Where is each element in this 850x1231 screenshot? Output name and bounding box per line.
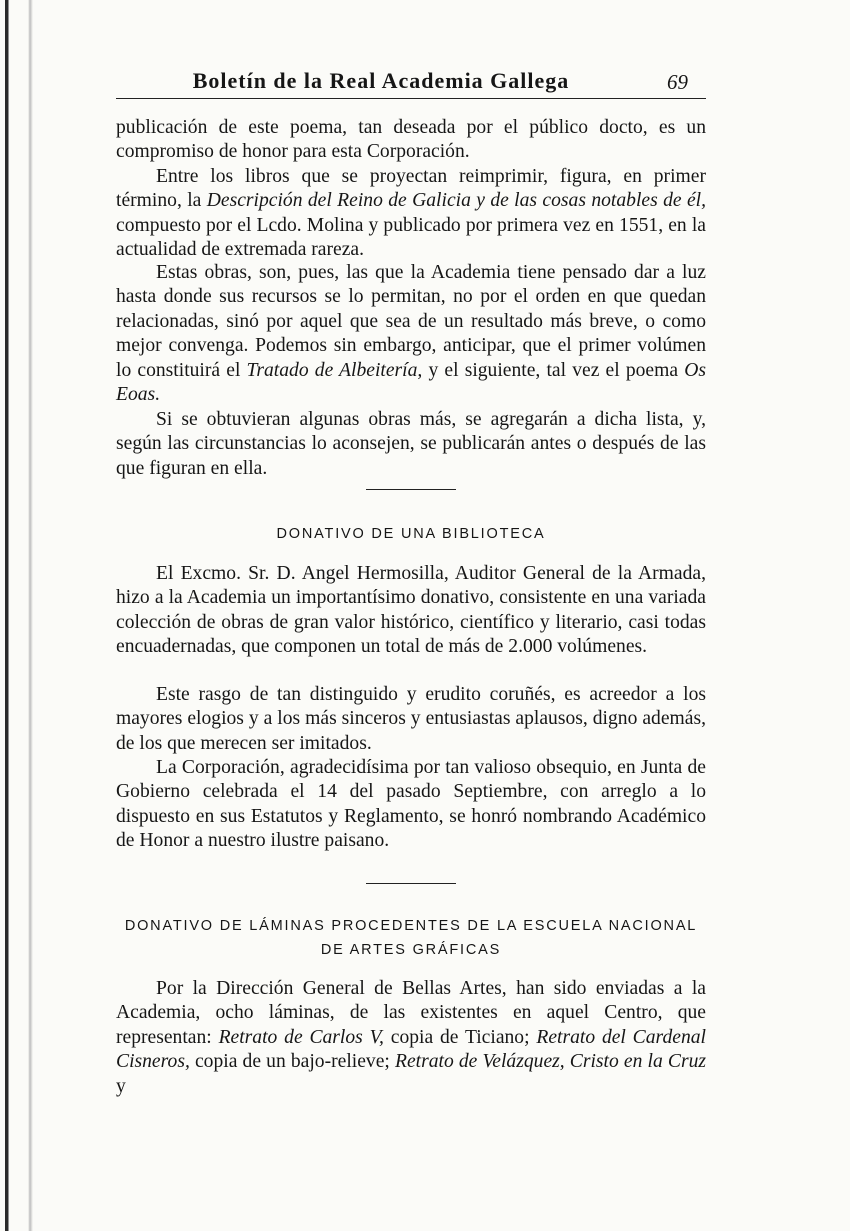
paragraph: Por la Dirección General de Bellas Artes, han sido enviadas a la Academia, ocho láminas, de las existentes en aquel Centro, que representan: Retrato de Carlos V, copia de Ticiano; Retrato del Cardenal Cisneros, copia de un bajo-relieve; Retrato de Velázquez, Cristo en la Cruz y (116, 978, 706, 1097)
book-title: Tratado de Albeitería, (246, 359, 423, 381)
section-heading-line: DE ARTES GRÁFICAS (320, 942, 502, 958)
artwork-title: Retrato del Cardenal Cisneros, (116, 1026, 706, 1073)
paragraph: Estas obras, son, pues, las que la Academia tiene pensado dar a luz hasta donde sus recursos se lo permitan, no por el orden en que quedan relacionadas, sinó por aquel que sea de un resultado más breve, o como mejor convenga. Podemos sin embargo, anticipar, que el primer volúmen lo constituirá el Tratado de Albeitería, y el siguiente, tal vez el poema Os Eoas. (116, 262, 706, 406)
section-divider (366, 489, 456, 490)
section-divider (366, 883, 456, 884)
paragraph: El Excmo. Sr. D. Angel Hermosilla, Auditor General de la Armada, hizo a la Academia un importantísimo donativo, consistente en una variada colección de obras de gran valor histórico, científico y literario, casi todas encuadernadas, que componen un total de más de 2.000 volúmenes. (116, 563, 706, 658)
paragraph: Este rasgo de tan distinguido y erudito coruñés, es acreedor a los mayores elogios y a los más sinceros y entusiastas aplausos, digno además, de los que merecen ser imitados. (116, 684, 706, 754)
journal-title: Boletín de la Real Academia Gallega (192, 68, 570, 93)
book-title: Descripción del Reino de Galicia y de las cosas notables de él, (206, 190, 706, 212)
page-number: 69 (667, 70, 688, 94)
book-title: Os Eoas. (116, 359, 706, 406)
section-heading: DONATIVO DE UNA BIBLIOTECA (276, 526, 546, 542)
artwork-title: Retrato de Velázquez, Cristo en la Cruz (394, 1051, 706, 1073)
section-heading-line: DONATIVO DE LÁMINAS PROCEDENTES DE LA ESCUELA NACIONAL (124, 918, 698, 934)
running-header (116, 64, 706, 99)
paragraph: Entre los libros que se proyectan reimprimir, figura, en primer término, la Descripción del Reino de Galicia y de las cosas notables de él, compuesto por el Lcdo. Molina y publicado por primera vez en 1551, en la actualidad de extremada rareza. (116, 166, 706, 261)
section-heading (116, 914, 706, 962)
artwork-title: Retrato de Carlos V, (218, 1026, 384, 1048)
book-binding-edge (0, 0, 42, 1231)
paragraph: La Corporación, agradecidísima por tan valioso obsequio, en Junta de Gobierno celebrada el 14 del pasado Septiembre, con arreglo a lo dispuesto en sus Estatutos y Reglamento, se honró nombrando Académico de Honor a nuestro ilustre paisano. (116, 757, 706, 852)
paragraph: Si se obtuvieran algunas obras más, se agregarán a dicha lista, y, según las circunstancias lo aconsejen, se publicarán antes o después de las que figuran en ella. (116, 409, 706, 479)
paragraph: publicación de este poema, tan deseada por el público docto, es un compromiso de honor para esta Corporación. (116, 117, 706, 163)
